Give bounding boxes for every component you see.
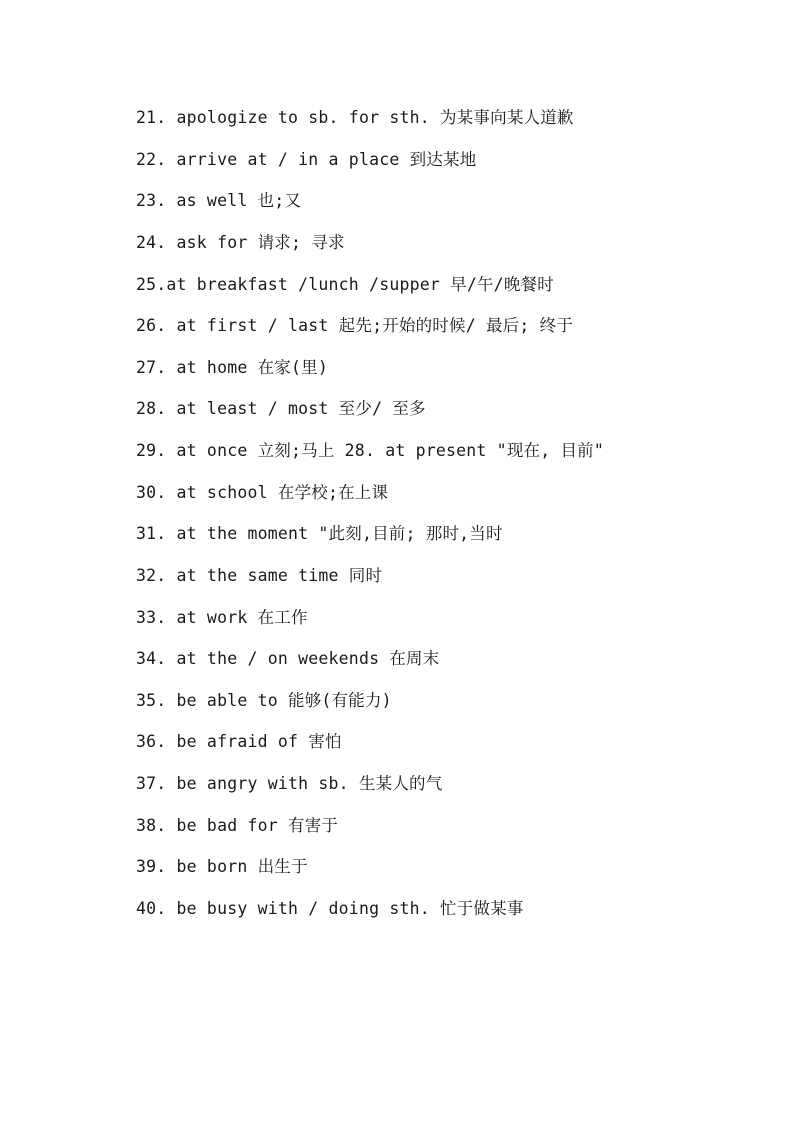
phrase-list xyxy=(136,97,736,930)
phrase-line: 26. at first / last 起先;开始的时候/ 最后; 终于 xyxy=(136,316,574,336)
phrase-line: 31. at the moment "此刻,目前; 那时,当时 xyxy=(136,524,503,544)
phrase-line: 22. arrive at / in a place 到达某地 xyxy=(136,149,477,169)
phrase-line: 40. be busy with / doing sth. 忙于做某事 xyxy=(136,898,524,918)
phrase-line: 28. at least / most 至少/ 至多 xyxy=(136,399,426,419)
phrase-line: 33. at work 在工作 xyxy=(136,607,308,627)
phrase-line: 23. as well 也;又 xyxy=(136,191,302,211)
phrase-line: 25.at breakfast /lunch /supper 早/午/晚餐时 xyxy=(136,274,554,294)
phrase-line: 36. be afraid of 害怕 xyxy=(136,732,342,752)
phrase-line: 24. ask for 请求; 寻求 xyxy=(136,232,345,252)
phrase-line: 37. be angry with sb. 生某人的气 xyxy=(136,774,443,793)
phrase-line: 29. at once 立刻;马上 28. at present "现在, 目前" xyxy=(136,441,605,460)
phrase-line: 34. at the / on weekends 在周末 xyxy=(136,649,440,669)
phrase-line: 32. at the same time 同时 xyxy=(136,565,383,585)
phrase-line: 35. be able to 能够(有能力) xyxy=(136,690,392,710)
phrase-line: 38. be bad for 有害于 xyxy=(136,815,339,835)
phrase-line: 39. be born 出生于 xyxy=(136,857,308,877)
phrase-line: 21. apologize to sb. for sth. 为某事向某人道歉 xyxy=(136,108,574,127)
phrase-line: 27. at home 在家(里) xyxy=(136,357,328,377)
phrase-line: 30. at school 在学校;在上课 xyxy=(136,482,389,502)
